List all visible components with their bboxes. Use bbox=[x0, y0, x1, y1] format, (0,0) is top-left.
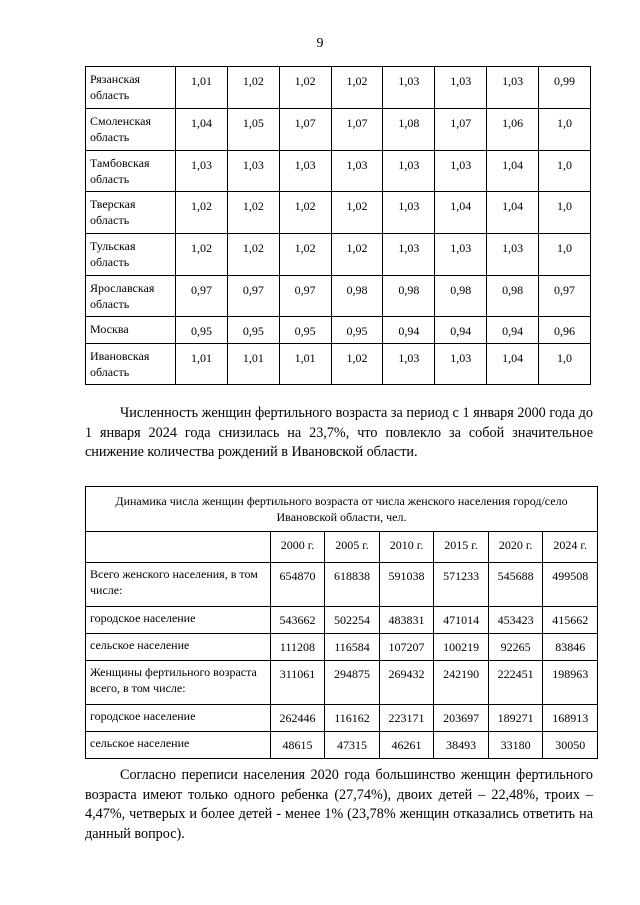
value-cell: 1,07 bbox=[435, 109, 487, 151]
year-header-cell: 2015 г. bbox=[434, 532, 489, 563]
table-row bbox=[86, 607, 598, 634]
year-header-cell: 2010 г. bbox=[379, 532, 434, 563]
value-cell: 107207 bbox=[379, 634, 434, 661]
value-cell: 48615 bbox=[270, 732, 325, 759]
value-cell: 0,94 bbox=[435, 317, 487, 344]
value-cell: 0,95 bbox=[279, 317, 331, 344]
value-cell: 47315 bbox=[325, 732, 380, 759]
value-cell: 294875 bbox=[325, 661, 380, 705]
value-cell: 0,95 bbox=[331, 317, 383, 344]
value-cell: 1,03 bbox=[435, 67, 487, 109]
value-cell: 1,04 bbox=[487, 192, 539, 234]
value-cell: 502254 bbox=[325, 607, 380, 634]
header-empty-cell bbox=[86, 532, 271, 563]
value-cell: 0,98 bbox=[435, 276, 487, 317]
table-header-row bbox=[86, 532, 598, 563]
value-cell: 545688 bbox=[488, 563, 543, 607]
value-cell: 1,02 bbox=[176, 192, 228, 234]
value-cell: 1,01 bbox=[176, 67, 228, 109]
year-header-cell: 2024 г. bbox=[543, 532, 598, 563]
region-cell: Москва bbox=[86, 317, 176, 344]
value-cell: 0,94 bbox=[487, 317, 539, 344]
table-row bbox=[86, 344, 591, 385]
table-row bbox=[86, 151, 591, 192]
value-cell: 571233 bbox=[434, 563, 489, 607]
value-cell: 111208 bbox=[270, 634, 325, 661]
value-cell: 591038 bbox=[379, 563, 434, 607]
value-cell: 0,99 bbox=[539, 67, 591, 109]
row-label-cell: городское население bbox=[86, 705, 271, 732]
value-cell: 453423 bbox=[488, 607, 543, 634]
region-cell: Ярославская область bbox=[86, 276, 176, 317]
value-cell: 1,04 bbox=[435, 192, 487, 234]
value-cell: 1,0 bbox=[539, 151, 591, 192]
value-cell: 269432 bbox=[379, 661, 434, 705]
value-cell: 1,03 bbox=[435, 151, 487, 192]
paragraph-census-2020: Согласно переписи населения 2020 года большинство женщин фертильного возраста имеют только одного ребенка (27,74%), двоих детей – 22,48%, троих – 4,47%, четверых и более детей - менее 1% (23,78% женщин отказались ответить на данный вопрос). bbox=[85, 767, 593, 842]
value-cell: 116584 bbox=[325, 634, 380, 661]
value-cell: 1,01 bbox=[227, 344, 279, 385]
value-cell: 30050 bbox=[543, 732, 598, 759]
value-cell: 1,0 bbox=[539, 344, 591, 385]
value-cell: 1,02 bbox=[227, 67, 279, 109]
value-cell: 1,03 bbox=[487, 234, 539, 276]
value-cell: 116162 bbox=[325, 705, 380, 732]
value-cell: 1,02 bbox=[279, 67, 331, 109]
value-cell: 1,06 bbox=[487, 109, 539, 151]
value-cell: 1,03 bbox=[487, 67, 539, 109]
row-label-cell: сельское население bbox=[86, 634, 271, 661]
table-row bbox=[86, 732, 598, 759]
value-cell: 198963 bbox=[543, 661, 598, 705]
value-cell: 0,94 bbox=[383, 317, 435, 344]
value-cell: 1,03 bbox=[227, 151, 279, 192]
value-cell: 1,04 bbox=[176, 109, 228, 151]
value-cell: 83846 bbox=[543, 634, 598, 661]
region-cell: Тульская область bbox=[86, 234, 176, 276]
value-cell: 0,98 bbox=[383, 276, 435, 317]
value-cell: 1,04 bbox=[487, 151, 539, 192]
region-cell: Рязанская область bbox=[86, 67, 176, 109]
value-cell: 1,03 bbox=[383, 67, 435, 109]
value-cell: 1,03 bbox=[331, 151, 383, 192]
value-cell: 1,01 bbox=[176, 344, 228, 385]
value-cell: 1,03 bbox=[383, 234, 435, 276]
value-cell: 46261 bbox=[379, 732, 434, 759]
year-header-cell: 2000 г. bbox=[270, 532, 325, 563]
value-cell: 311061 bbox=[270, 661, 325, 705]
value-cell: 0,98 bbox=[331, 276, 383, 317]
value-cell: 1,05 bbox=[227, 109, 279, 151]
value-cell: 1,02 bbox=[331, 67, 383, 109]
value-cell: 223171 bbox=[379, 705, 434, 732]
value-cell: 189271 bbox=[488, 705, 543, 732]
table-row bbox=[86, 234, 591, 276]
paragraph-fertile-women-decline: Численность женщин фертильного возраста за период с 1 января 2000 года до 1 января 2024 года снизилась на 23,7%, что повлекло за собой значительное снижение количества рождений в Ивановской области. bbox=[85, 405, 593, 460]
row-label-cell: сельское население bbox=[86, 732, 271, 759]
value-cell: 415662 bbox=[543, 607, 598, 634]
value-cell: 1,0 bbox=[539, 192, 591, 234]
value-cell: 1,02 bbox=[331, 192, 383, 234]
value-cell: 1,08 bbox=[383, 109, 435, 151]
value-cell: 1,02 bbox=[279, 192, 331, 234]
value-cell: 0,96 bbox=[539, 317, 591, 344]
value-cell: 1,04 bbox=[487, 344, 539, 385]
value-cell: 0,97 bbox=[279, 276, 331, 317]
value-cell: 471014 bbox=[434, 607, 489, 634]
value-cell: 1,03 bbox=[435, 234, 487, 276]
table-row bbox=[86, 563, 598, 607]
value-cell: 618838 bbox=[325, 563, 380, 607]
value-cell: 242190 bbox=[434, 661, 489, 705]
table-caption: Динамика числа женщин фертильного возраста от числа женского населения город/село Ивановской области, чел. bbox=[86, 487, 598, 532]
value-cell: 1,02 bbox=[227, 234, 279, 276]
table-caption-row bbox=[86, 487, 598, 532]
value-cell: 543662 bbox=[270, 607, 325, 634]
value-cell: 1,02 bbox=[227, 192, 279, 234]
value-cell: 92265 bbox=[488, 634, 543, 661]
table-row bbox=[86, 67, 591, 109]
value-cell: 0,97 bbox=[176, 276, 228, 317]
fertility-ratio-table bbox=[85, 66, 591, 385]
value-cell: 222451 bbox=[488, 661, 543, 705]
value-cell: 262446 bbox=[270, 705, 325, 732]
row-label-cell: Всего женского населения, в том числе: bbox=[86, 563, 271, 607]
value-cell: 1,01 bbox=[279, 344, 331, 385]
region-cell: Тамбовская область bbox=[86, 151, 176, 192]
value-cell: 1,03 bbox=[279, 151, 331, 192]
row-label-cell: Женщины фертильного возраста всего, в том числе: bbox=[86, 661, 271, 705]
year-header-cell: 2005 г. bbox=[325, 532, 380, 563]
table-row bbox=[86, 634, 598, 661]
region-cell: Ивановская область bbox=[86, 344, 176, 385]
value-cell: 0,98 bbox=[487, 276, 539, 317]
table-row bbox=[86, 317, 591, 344]
value-cell: 0,97 bbox=[227, 276, 279, 317]
value-cell: 1,03 bbox=[435, 344, 487, 385]
value-cell: 1,0 bbox=[539, 109, 591, 151]
value-cell: 1,03 bbox=[383, 344, 435, 385]
value-cell: 1,02 bbox=[279, 234, 331, 276]
table-row bbox=[86, 192, 591, 234]
value-cell: 203697 bbox=[434, 705, 489, 732]
fertile-women-dynamics-table bbox=[85, 486, 598, 759]
table-row bbox=[86, 276, 591, 317]
value-cell: 0,95 bbox=[227, 317, 279, 344]
value-cell: 1,03 bbox=[176, 151, 228, 192]
table-row bbox=[86, 705, 598, 732]
value-cell: 1,03 bbox=[383, 151, 435, 192]
value-cell: 654870 bbox=[270, 563, 325, 607]
value-cell: 1,02 bbox=[331, 234, 383, 276]
value-cell: 483831 bbox=[379, 607, 434, 634]
value-cell: 1,07 bbox=[279, 109, 331, 151]
table-row bbox=[86, 661, 598, 705]
value-cell: 499508 bbox=[543, 563, 598, 607]
value-cell: 100219 bbox=[434, 634, 489, 661]
table-row bbox=[86, 109, 591, 151]
year-header-cell: 2020 г. bbox=[488, 532, 543, 563]
value-cell: 1,07 bbox=[331, 109, 383, 151]
value-cell: 1,03 bbox=[383, 192, 435, 234]
value-cell: 1,02 bbox=[331, 344, 383, 385]
value-cell: 1,0 bbox=[539, 234, 591, 276]
value-cell: 0,97 bbox=[539, 276, 591, 317]
page-number: 9 bbox=[316, 36, 324, 51]
value-cell: 38493 bbox=[434, 732, 489, 759]
region-cell: Смоленская область bbox=[86, 109, 176, 151]
region-cell: Тверская область bbox=[86, 192, 176, 234]
value-cell: 168913 bbox=[543, 705, 598, 732]
row-label-cell: городское население bbox=[86, 607, 271, 634]
value-cell: 33180 bbox=[488, 732, 543, 759]
value-cell: 1,02 bbox=[176, 234, 228, 276]
value-cell: 0,95 bbox=[176, 317, 228, 344]
